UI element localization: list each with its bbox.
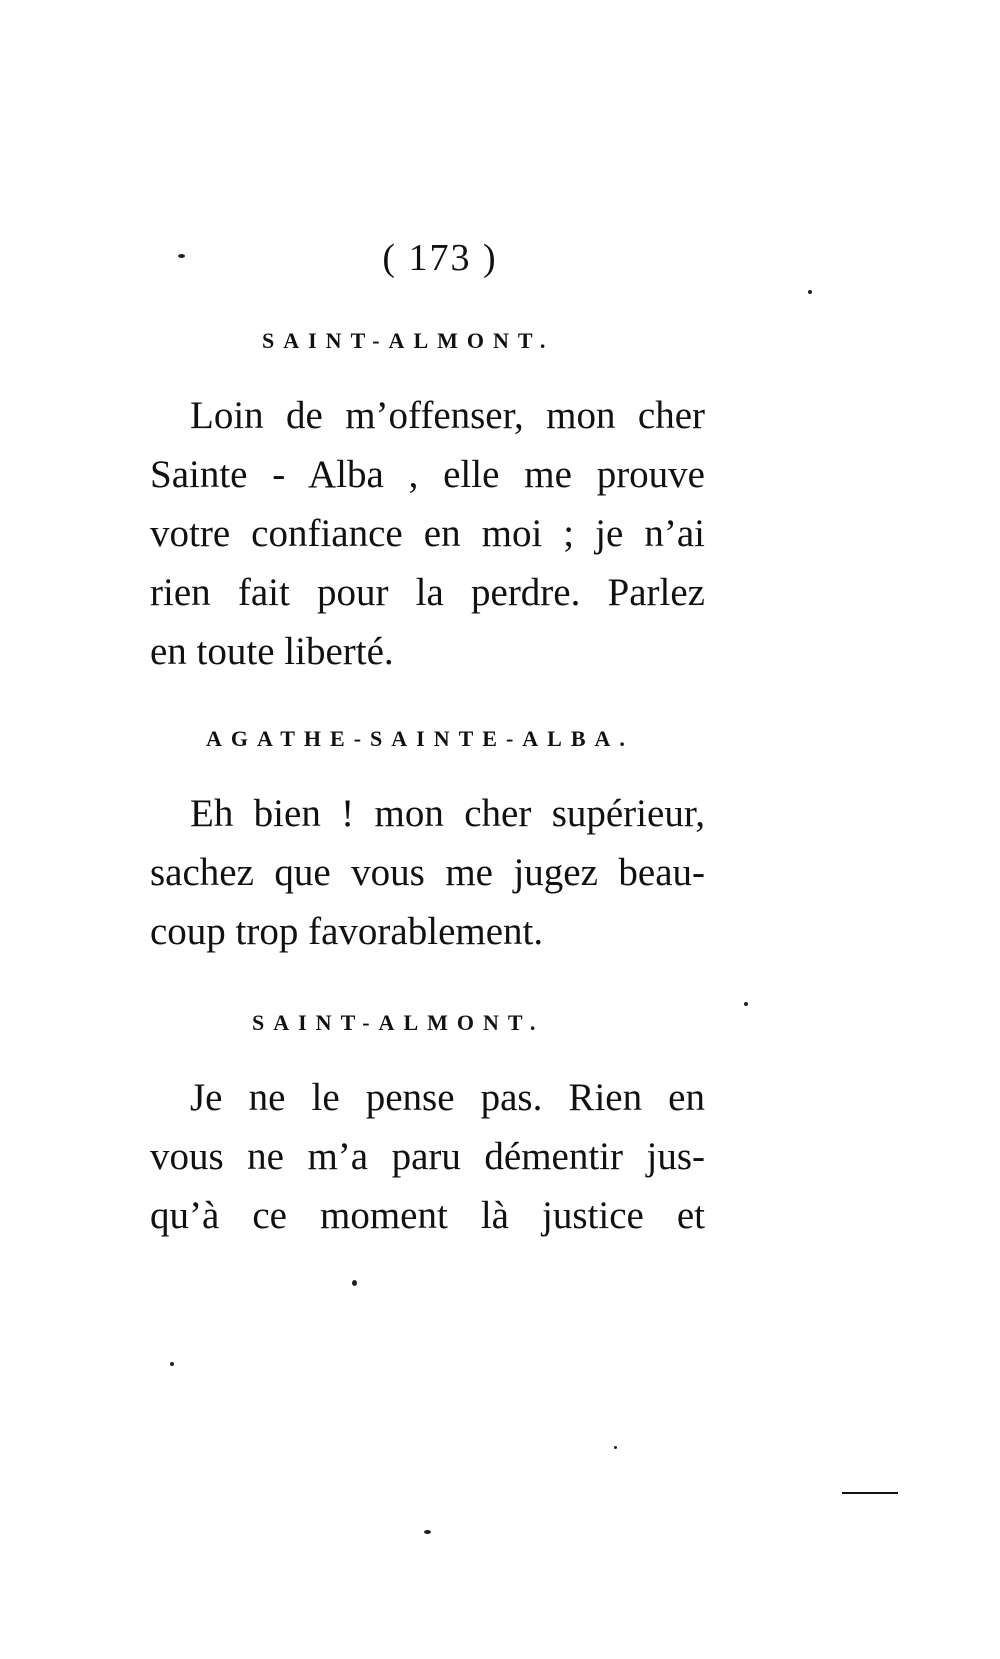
- scan-speck: [614, 1446, 617, 1449]
- text-line: qu’à ce moment là justice et: [150, 1194, 705, 1237]
- scan-speck: [178, 254, 185, 258]
- speech-paragraph: [150, 784, 705, 961]
- text-line: coup trop favorablement.: [150, 910, 544, 953]
- scan-speck: [808, 290, 812, 294]
- text-line: Eh bien ! mon cher supérieur,: [190, 792, 705, 835]
- text-line: sachez que vous me jugez beau-: [150, 851, 705, 894]
- speech-paragraph: [150, 386, 705, 681]
- text-line: en toute liberté.: [150, 630, 394, 673]
- scan-speck: [352, 1280, 357, 1286]
- text-line: vous ne m’a paru démentir jus-: [150, 1135, 705, 1178]
- text-line: votre confiance en moi ; je n’ai: [150, 512, 705, 555]
- text-line: Loin de m’offenser, mon cher: [190, 394, 705, 437]
- scan-speck: [170, 1362, 174, 1366]
- speech-paragraph: [150, 1068, 705, 1245]
- speaker-name: SAINT-ALMONT.: [252, 1010, 545, 1035]
- scan-speck: [744, 1002, 748, 1006]
- page-number: ( 173 ): [382, 237, 498, 279]
- text-line: Sainte - Alba , elle me prouve: [150, 453, 705, 496]
- speaker-name: AGATHE-SAINTE-ALBA.: [206, 726, 634, 751]
- scan-speck: [424, 1530, 431, 1534]
- text-line: rien fait pour la perdre. Parlez: [150, 571, 705, 614]
- speaker-name: SAINT-ALMONT.: [262, 328, 555, 353]
- text-line: Je ne le pense pas. Rien en: [190, 1076, 705, 1119]
- margin-rule: [842, 1492, 898, 1494]
